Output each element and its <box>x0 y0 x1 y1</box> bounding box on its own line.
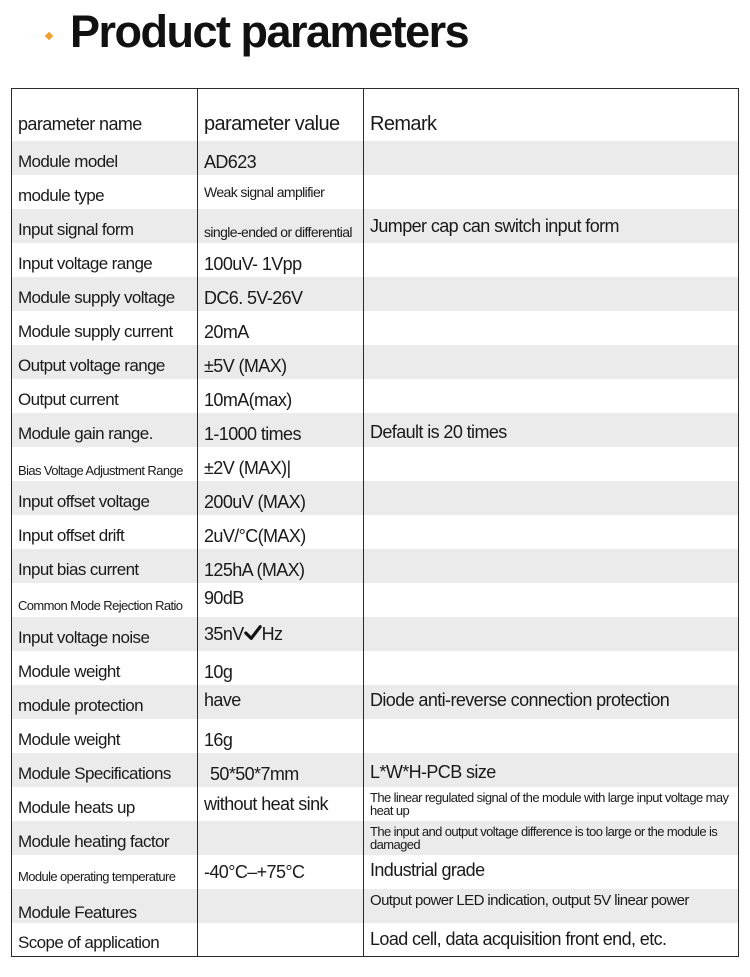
param-remark <box>364 379 739 413</box>
table-row <box>12 447 739 481</box>
page-header <box>0 0 750 88</box>
param-remark <box>364 175 739 209</box>
param-value: 1-1000 times <box>198 413 364 447</box>
param-remark <box>364 651 739 685</box>
bullet-icon <box>45 32 53 40</box>
param-value: have <box>198 685 364 719</box>
param-remark: L*W*H-PCB size <box>364 753 739 787</box>
param-value: 20mA <box>198 311 364 345</box>
table-row <box>12 413 739 447</box>
param-value: Weak signal amplifier <box>198 175 364 209</box>
param-remark: Load cell, data acquisition front end, etc. <box>364 923 739 957</box>
param-value: ±2V (MAX)| <box>198 447 364 481</box>
param-name: Module Features <box>12 889 198 923</box>
param-value: single-ended or differential <box>198 209 364 243</box>
param-remark <box>364 481 739 515</box>
param-name: Bias Voltage Adjustment Range <box>12 447 198 481</box>
param-value: 200uV (MAX) <box>198 481 364 515</box>
table-row <box>12 821 739 855</box>
param-name: Output voltage range <box>12 345 198 379</box>
table-row <box>12 651 739 685</box>
param-value: 10g <box>198 651 364 685</box>
table-row <box>12 379 739 413</box>
param-remark <box>364 719 739 753</box>
param-name: Input offset voltage <box>12 481 198 515</box>
table-row <box>12 787 739 821</box>
table-row <box>12 481 739 515</box>
param-value <box>198 821 364 855</box>
param-name: Module supply voltage <box>12 277 198 311</box>
param-remark: The linear regulated signal of the module with large input voltage may heat up <box>364 787 739 821</box>
param-remark <box>364 311 739 345</box>
param-name: module protection <box>12 685 198 719</box>
table-row <box>12 889 739 923</box>
param-remark <box>364 345 739 379</box>
param-name <box>12 583 198 617</box>
param-name: Input offset drift <box>12 515 198 549</box>
table-row <box>12 923 739 957</box>
param-remark: Output power LED indication, output 5V linear power <box>364 889 739 923</box>
param-name: Module Specifications <box>12 753 198 787</box>
parameters-table <box>11 88 739 957</box>
table-row <box>12 345 739 379</box>
table-row <box>12 209 739 243</box>
table-row <box>12 617 739 651</box>
param-name: Scope of application <box>12 923 198 957</box>
table-row <box>12 515 739 549</box>
param-value: DC6. 5V-26V <box>198 277 364 311</box>
param-remark: Default is 20 times <box>364 413 739 447</box>
param-name: Input signal form <box>12 209 198 243</box>
param-remark <box>364 549 739 583</box>
page-title: Product parameters <box>70 6 469 57</box>
table-row <box>12 277 739 311</box>
param-value: 125hA (MAX) <box>198 549 364 583</box>
param-name: Input voltage range <box>12 243 198 277</box>
param-remark <box>364 447 739 481</box>
param-remark <box>364 583 739 617</box>
param-name: Module heats up <box>12 787 198 821</box>
param-name: Module supply current <box>12 311 198 345</box>
param-remark <box>364 243 739 277</box>
table-row <box>12 719 739 753</box>
column-header-value: parameter value <box>198 89 364 141</box>
param-name: Module heating factor <box>12 821 198 855</box>
table-row <box>12 141 739 175</box>
column-header-remark: Remark <box>364 89 739 141</box>
param-value: -40°C–+75°C <box>198 855 364 889</box>
param-name: Module weight <box>12 651 198 685</box>
param-value <box>198 889 364 923</box>
param-value <box>198 923 364 957</box>
param-remark <box>364 515 739 549</box>
param-remark <box>364 277 739 311</box>
param-remark <box>364 617 739 651</box>
check-icon <box>244 624 262 642</box>
param-value: 10mA(max) <box>198 379 364 413</box>
param-remark: The input and output voltage difference is too large or the module is damaged <box>364 821 739 855</box>
param-value: ±5V (MAX) <box>198 345 364 379</box>
table-row <box>12 753 739 787</box>
param-value: 16g <box>198 719 364 753</box>
param-value <box>198 617 364 651</box>
param-value-text: 35nV <box>204 623 244 644</box>
table-row <box>12 855 739 889</box>
param-value: 90dB <box>198 583 364 617</box>
param-remark: Industrial grade <box>364 855 739 889</box>
table-row <box>12 175 739 209</box>
table-row <box>12 583 739 617</box>
table-row <box>12 549 739 583</box>
param-name: module type <box>12 175 198 209</box>
param-value: 100uV- 1Vpp <box>198 243 364 277</box>
column-header-name: parameter name <box>12 89 198 141</box>
param-remark <box>364 141 739 175</box>
table-header-row <box>12 89 739 141</box>
param-value: AD623 <box>198 141 364 175</box>
table-row <box>12 685 739 719</box>
param-value: 2uV/°C(MAX) <box>198 515 364 549</box>
param-value: without heat sink <box>198 787 364 821</box>
param-name: Input bias current <box>12 549 198 583</box>
param-value: 50*50*7mm <box>198 753 364 787</box>
param-name: Module operating temperature <box>12 855 198 889</box>
table-row <box>12 311 739 345</box>
param-name: Module weight <box>12 719 198 753</box>
param-name: Output current <box>12 379 198 413</box>
param-name: Input voltage noise <box>12 617 198 651</box>
table-row <box>12 243 739 277</box>
param-remark: Diode anti-reverse connection protection <box>364 685 739 719</box>
param-value-unit: Hz <box>261 623 283 644</box>
param-name: Module model <box>12 141 198 175</box>
param-name: Module gain range. <box>12 413 198 447</box>
param-remark: Jumper cap can switch input form <box>364 209 739 243</box>
param-name-text: Common Mode Rejection Ratio <box>18 597 183 613</box>
